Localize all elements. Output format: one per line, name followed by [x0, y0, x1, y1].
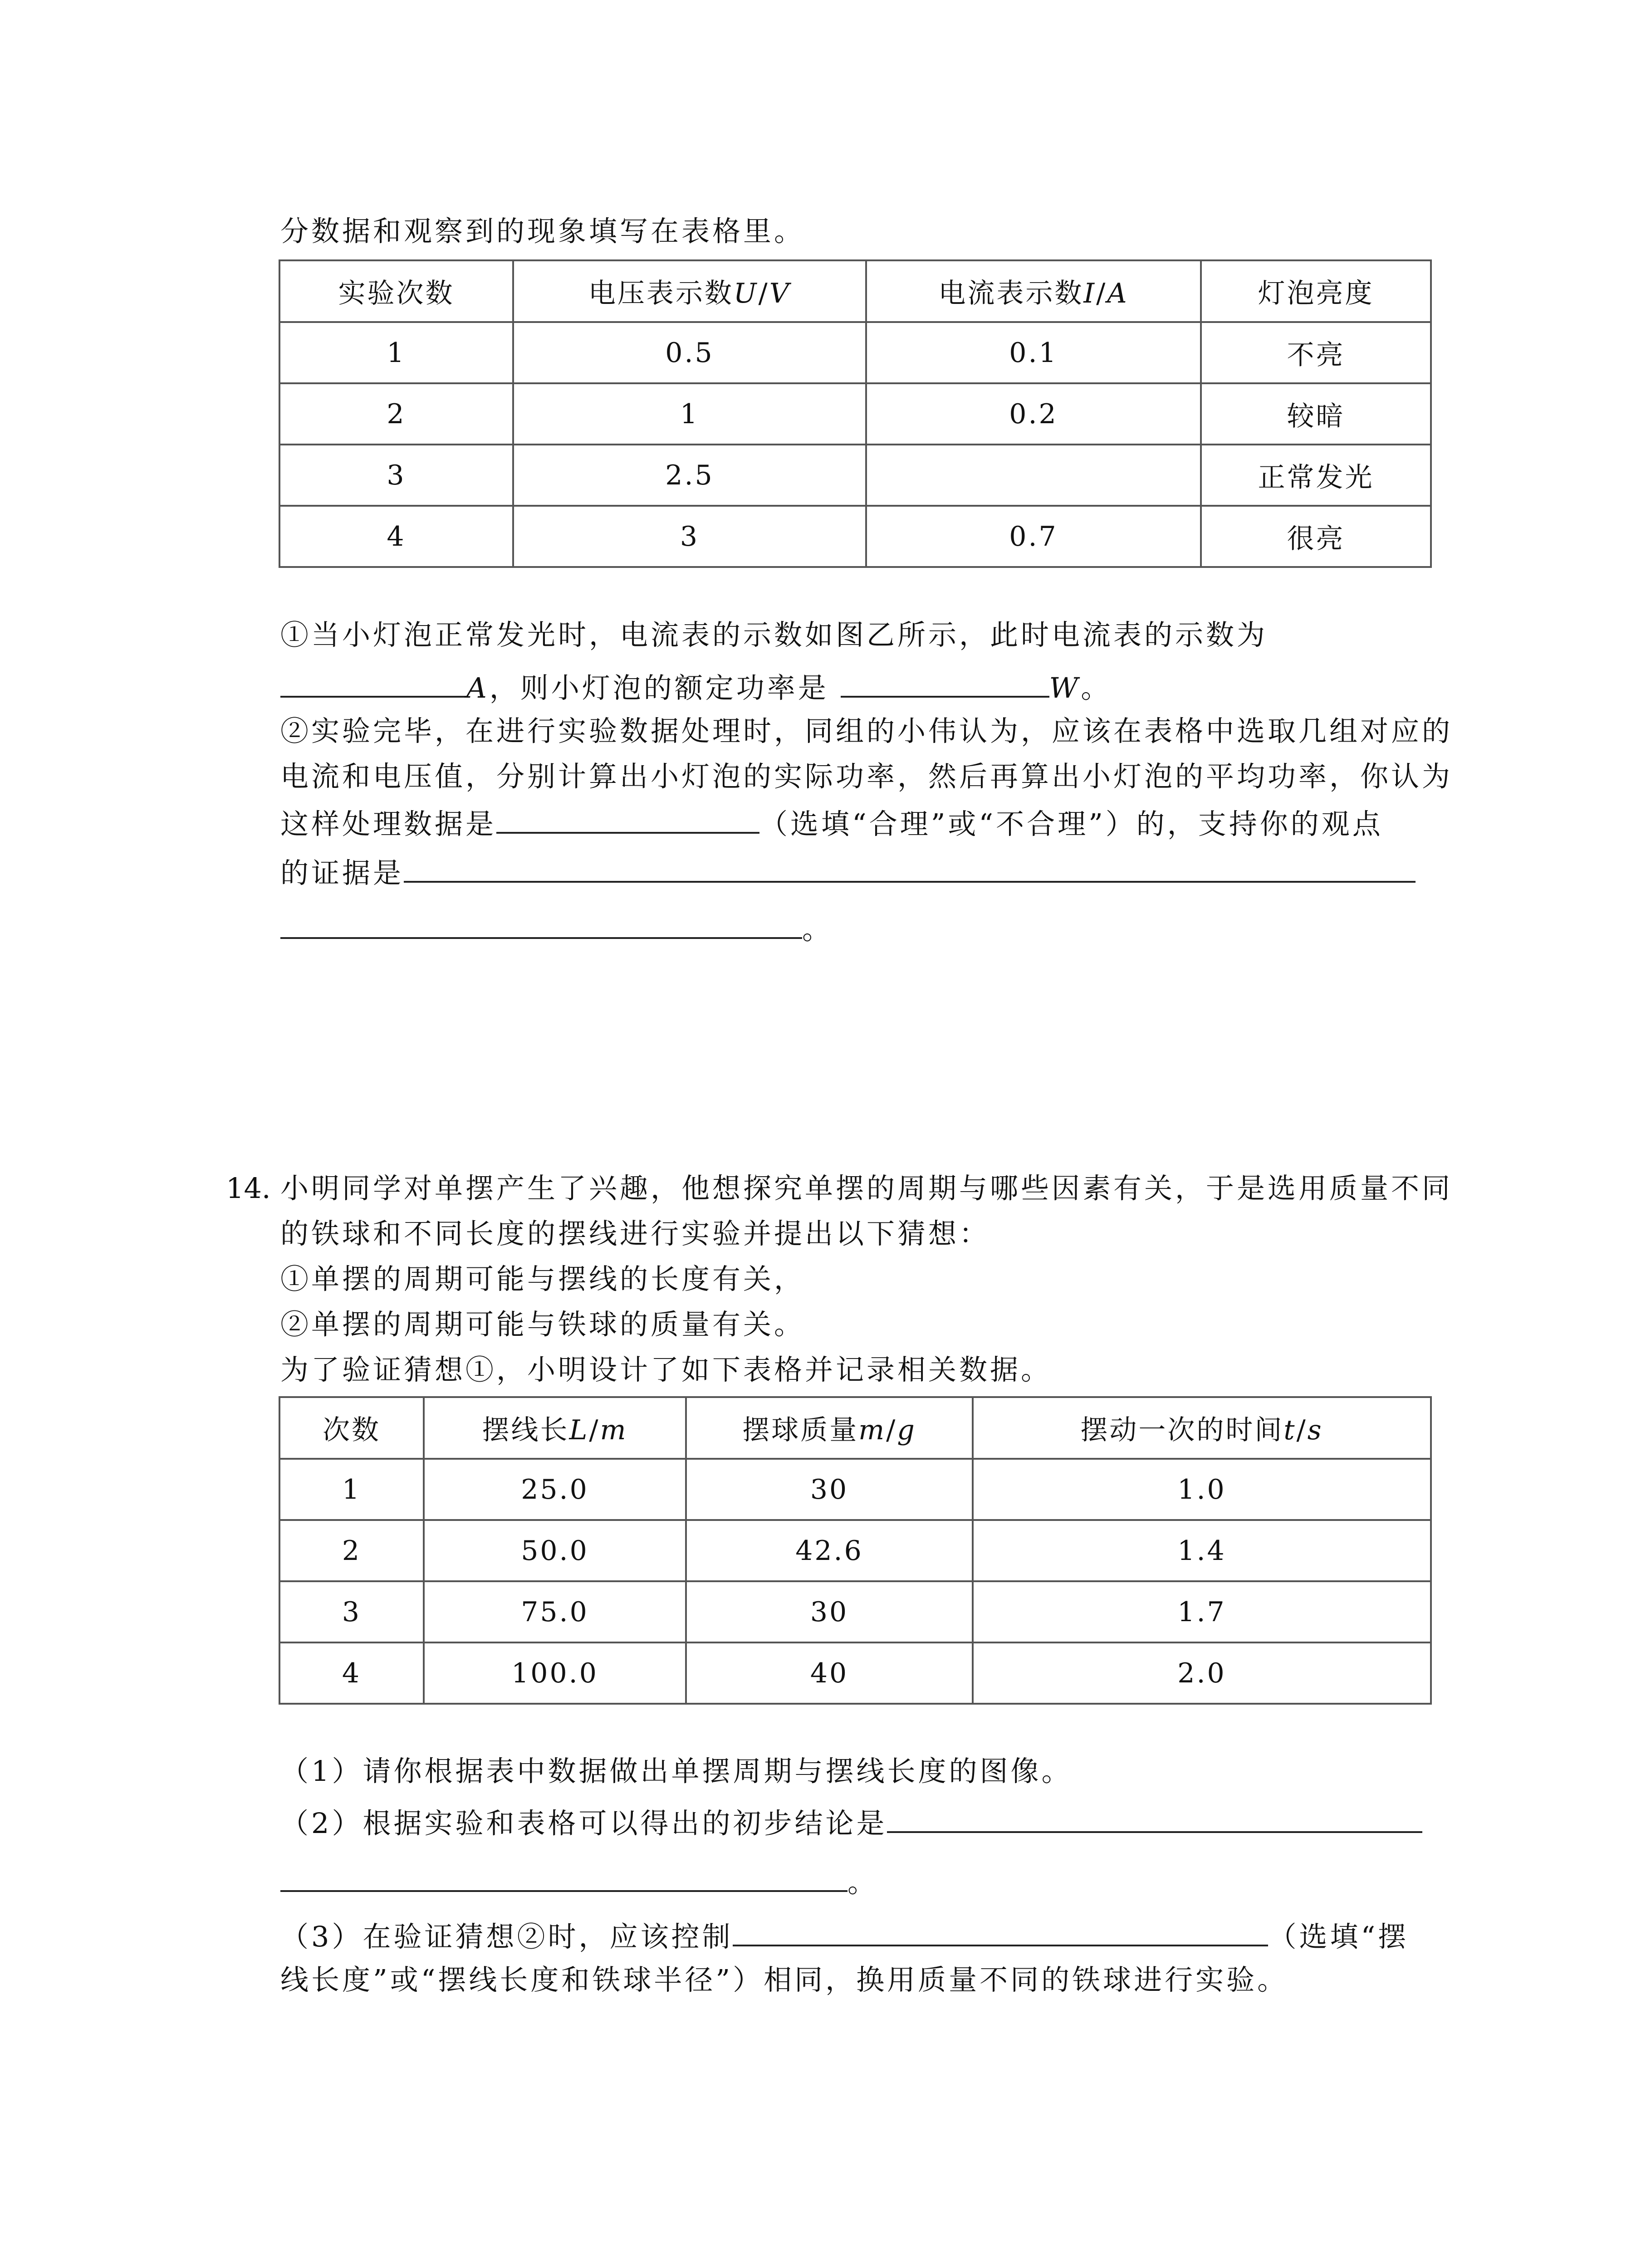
table-row [279, 322, 1431, 383]
q14-line5: 为了验证猜想①，小明设计了如下表格并记录相关数据。 [280, 1353, 1052, 1386]
table-cell: 4 [279, 506, 513, 567]
answer-blank-evidence[interactable] [404, 853, 1416, 883]
table-row [279, 1581, 1431, 1642]
table-cell: 1.7 [973, 1581, 1431, 1642]
table-cell: 1.0 [973, 1459, 1431, 1520]
table-cell: 0.2 [866, 383, 1201, 445]
table-header-cell: 次数 [279, 1397, 424, 1459]
table-header-cell: 电流表示数I/A [866, 260, 1201, 322]
answer-blank-power[interactable] [841, 668, 1049, 698]
q13-table [279, 259, 1432, 568]
table-header-cell: 摆线长L/m [424, 1397, 686, 1459]
q14-hypothesis-1: ①单摆的周期可能与摆线的长度有关， [280, 1262, 805, 1295]
table-row [279, 1642, 1431, 1704]
table-cell: 很亮 [1201, 506, 1431, 567]
answer-blank-reasonable[interactable] [496, 804, 759, 834]
answer-blank-current[interactable] [280, 668, 466, 698]
q14-line2: 的铁球和不同长度的摆线进行实验并提出以下猜想： [280, 1217, 990, 1250]
q13-part1-line1: ①当小灯泡正常发光时，电流表的示数如图乙所示，此时电流表的示数为 [280, 618, 1268, 651]
table-cell: 1 [279, 322, 513, 383]
table-cell [866, 445, 1201, 506]
table-cell: 30 [686, 1459, 973, 1520]
answer-blank-evidence-cont[interactable] [280, 909, 802, 939]
table-cell: 30 [686, 1581, 973, 1642]
table-header-cell: 灯泡亮度 [1201, 260, 1431, 322]
q14-sub2-cont: 。 [280, 1862, 878, 1901]
table-cell: 1 [513, 383, 866, 445]
q13-part2-line1: ②实验完毕，在进行实验数据处理时，同组的小伟认为，应该在表格中选取几组对应的 [280, 714, 1453, 748]
table-cell: 2.5 [513, 445, 866, 506]
q13-part2-line2: 电流和电压值，分别计算出小灯泡的实际功率，然后再算出小灯泡的平均功率，你认为 [280, 760, 1453, 793]
q14-sub2: （2）根据实验和表格可以得出的初步结论是 [280, 1803, 1422, 1842]
q14-table [279, 1396, 1432, 1705]
table-row [279, 1520, 1431, 1581]
table-header-row [279, 260, 1431, 322]
table-header-row [279, 1397, 1431, 1459]
table-cell: 3 [279, 1581, 424, 1642]
table-header-cell: 摆动一次的时间t/s [973, 1397, 1431, 1459]
table-cell: 100.0 [424, 1642, 686, 1704]
q14-sub1: （1）请你根据表中数据做出单摆周期与摆线长度的图像。 [280, 1755, 1073, 1788]
answer-blank-conclusion[interactable] [887, 1803, 1422, 1833]
q13-intro: 分数据和观察到的现象填写在表格里。 [280, 215, 805, 248]
table-cell: 2.0 [973, 1642, 1431, 1704]
table-row [279, 383, 1431, 445]
table-cell: 42.6 [686, 1520, 973, 1581]
table-row [279, 445, 1431, 506]
table-cell: 正常发光 [1201, 445, 1431, 506]
table-header-cell: 实验次数 [279, 260, 513, 322]
table-header-cell: 摆球质量m/g [686, 1397, 973, 1459]
table-cell: 25.0 [424, 1459, 686, 1520]
table-cell: 40 [686, 1642, 973, 1704]
table-row [279, 1459, 1431, 1520]
table-cell: 1 [279, 1459, 424, 1520]
table-cell: 0.7 [866, 506, 1201, 567]
table-cell: 0.5 [513, 322, 866, 383]
table-cell: 不亮 [1201, 322, 1431, 383]
table-cell: 较暗 [1201, 383, 1431, 445]
answer-blank-control[interactable] [733, 1916, 1268, 1946]
table-cell: 1.4 [973, 1520, 1431, 1581]
question-number: 14. [226, 1172, 271, 1205]
table-cell: 2 [279, 383, 513, 445]
table-cell: 2 [279, 1520, 424, 1581]
q14-sub3-line2: 线长度”或“摆线长度和铁球半径”）相同，换用质量不同的铁球进行实验。 [280, 1963, 1288, 1996]
table-cell: 50.0 [424, 1520, 686, 1581]
table-cell: 75.0 [424, 1581, 686, 1642]
table-cell: 3 [513, 506, 866, 567]
table-row [279, 506, 1431, 567]
q13-part2-line5: 。 [280, 909, 833, 948]
table-header-cell: 电压表示数U/V [513, 260, 866, 322]
q13-part2-line3: 这样处理数据是 （选填“合理”或“不合理”）的，支持你的观点 [280, 804, 1383, 842]
answer-blank-conclusion-cont[interactable] [280, 1862, 847, 1892]
q14-line1: 小明同学对单摆产生了兴趣，他想探究单摆的周期与哪些因素有关，于是选用质量不同 [280, 1172, 1453, 1205]
table-cell: 0.1 [866, 322, 1201, 383]
q14-sub3: （3）在验证猜想②时，应该控制 （选填“摆 [280, 1916, 1409, 1955]
q13-part1-line2: A，则小灯泡的额定功率是 W。 [280, 668, 1112, 706]
table-cell: 3 [279, 445, 513, 506]
q13-part2-line4: 的证据是 [280, 853, 1416, 891]
table-cell: 4 [279, 1642, 424, 1704]
q14-hypothesis-2: ②单摆的周期可能与铁球的质量有关。 [280, 1308, 805, 1341]
